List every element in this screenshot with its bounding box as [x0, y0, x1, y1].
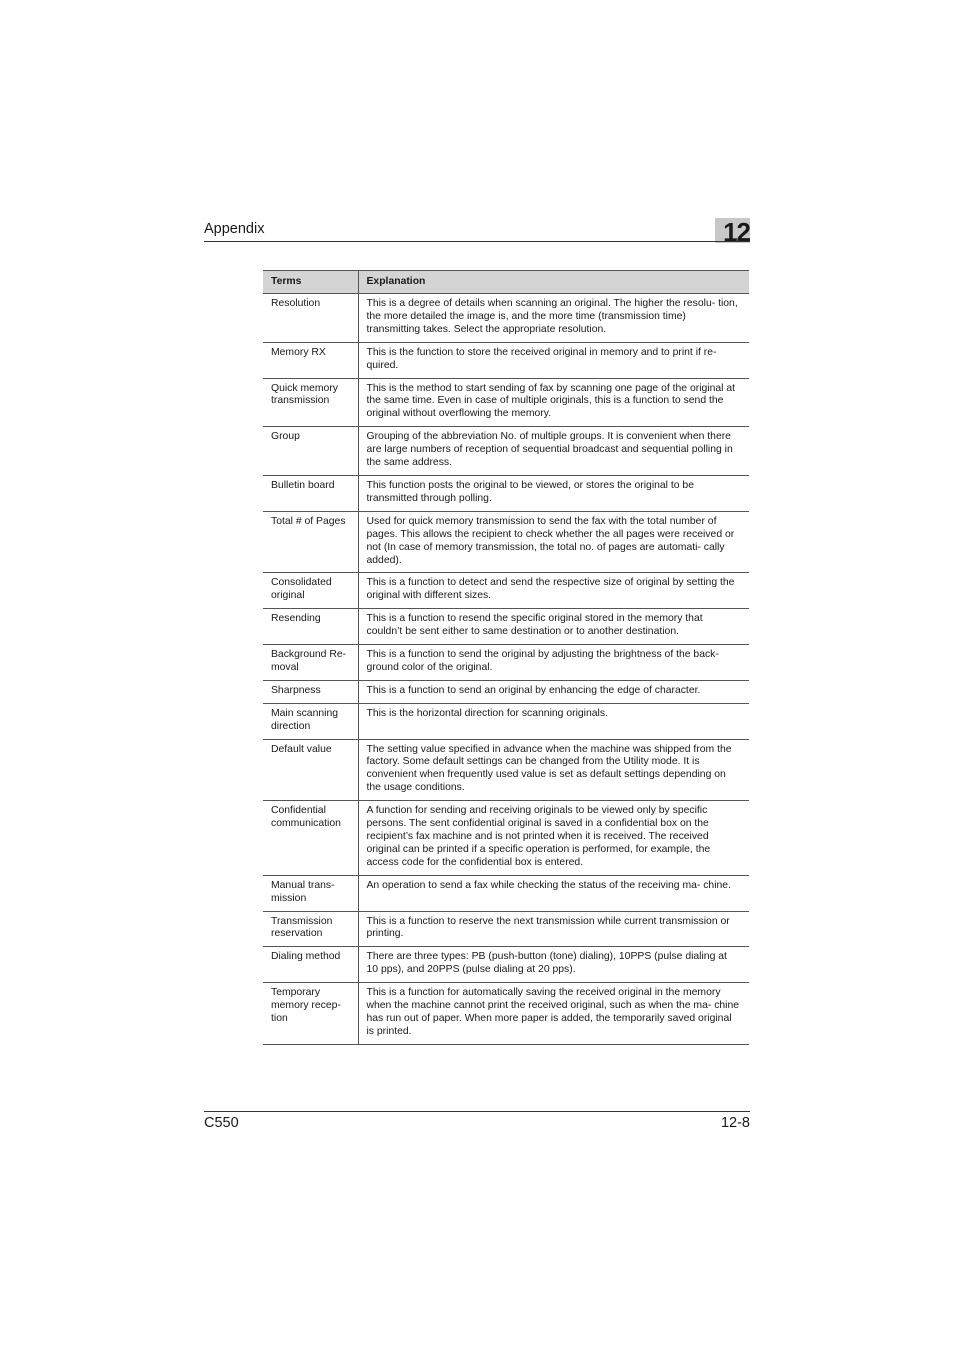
term-cell: Bulletin board: [263, 475, 358, 511]
term-cell: Confidential communication: [263, 801, 358, 876]
explanation-cell: Used for quick memory transmission to send the fax with the total number of pages. This allows the recipient to check whether the all pages were received or not (In case of memory transmission, the total no. of pages are automati- cally added).: [358, 511, 749, 573]
table-row: [263, 378, 749, 427]
footer-model: C550: [204, 1115, 239, 1131]
term-cell: Resolution: [263, 294, 358, 343]
table-row: [263, 294, 749, 343]
table-row: [263, 475, 749, 511]
term-cell: Consolidated original: [263, 573, 358, 609]
term-cell: Temporary memory recep- tion: [263, 983, 358, 1045]
explanation-cell: This is a function to resend the specific original stored in the memory that couldn’t be sent either to same destination or to another destination.: [358, 609, 749, 645]
table-row: [263, 739, 749, 801]
table-row: [263, 342, 749, 378]
explanation-cell: A function for sending and receiving originals to be viewed only by specific persons. The sent confidential original is saved in a confidential box on the recipient’s fax machine and is not printed when it is received. The received original can be printed if a specific operation is performed, for example, the access code for the confidential box is entered.: [358, 801, 749, 876]
column-header-explanation: Explanation: [358, 271, 749, 294]
column-header-terms: Terms: [263, 271, 358, 294]
term-cell: Main scanning direction: [263, 703, 358, 739]
explanation-cell: This is a degree of details when scanning an original. The higher the resolu- tion, the more detailed the image is, and the more time (transmission time) transmitting takes. Select the appropriate resolution.: [358, 294, 749, 343]
explanation-cell: This is a function to send an original by enhancing the edge of character.: [358, 680, 749, 703]
table-row: [263, 573, 749, 609]
explanation-cell: Grouping of the abbreviation No. of multiple groups. It is convenient when there are large numbers of reception of sequential broadcast and sequential polling in the same address.: [358, 427, 749, 476]
header-divider: [204, 241, 750, 242]
table-row: [263, 801, 749, 876]
explanation-cell: This is the method to start sending of fax by scanning one page of the original at the same time. Even in case of multiple originals, this is a function to send the original without overflowing the memory.: [358, 378, 749, 427]
explanation-cell: The setting value specified in advance when the machine was shipped from the factory. Some default settings can be changed from the Utility mode. It is convenient when frequently used value is set as default settings depending on the usage conditions.: [358, 739, 749, 801]
term-cell: Resending: [263, 609, 358, 645]
explanation-cell: This is a function for automatically saving the received original in the memory when the machine cannot print the received original, such as when the ma- chine has run out of paper. When more paper is added, the temporarily saved original is printed.: [358, 983, 749, 1045]
term-cell: Default value: [263, 739, 358, 801]
term-cell: Dialing method: [263, 947, 358, 983]
table-row: [263, 983, 749, 1045]
footer-divider: [204, 1111, 750, 1112]
section-title: Appendix: [204, 221, 265, 237]
table-row: [263, 911, 749, 947]
explanation-cell: This function posts the original to be viewed, or stores the original to be transmitted through polling.: [358, 475, 749, 511]
terms-table: [263, 270, 749, 1045]
term-cell: Background Re- moval: [263, 645, 358, 681]
table-row: [263, 511, 749, 573]
term-cell: Group: [263, 427, 358, 476]
term-cell: Total # of Pages: [263, 511, 358, 573]
table-row: [263, 875, 749, 911]
explanation-cell: There are three types: PB (push-button (tone) dialing), 10PPS (pulse dialing at 10 pps), and 20PPS (pulse dialing at 20 pps).: [358, 947, 749, 983]
explanation-cell: This is a function to send the original by adjusting the brightness of the back- ground color of the original.: [358, 645, 749, 681]
chapter-number-badge: [715, 217, 750, 247]
explanation-cell: This is a function to reserve the next transmission while current transmission or printing.: [358, 911, 749, 947]
table-row: [263, 645, 749, 681]
table-row: [263, 947, 749, 983]
table-row: [263, 609, 749, 645]
chapter-number: 12: [723, 217, 750, 247]
table-header-row: [263, 271, 749, 294]
footer-page-number: 12-8: [720, 1115, 750, 1131]
table-body: [263, 294, 749, 1045]
explanation-cell: This is the horizontal direction for scanning originals.: [358, 703, 749, 739]
explanation-cell: This is the function to store the received original in memory and to print if re- quired.: [358, 342, 749, 378]
term-cell: Memory RX: [263, 342, 358, 378]
term-cell: Transmission reservation: [263, 911, 358, 947]
explanation-cell: This is a function to detect and send the respective size of original by setting the original with different sizes.: [358, 573, 749, 609]
table-row: [263, 703, 749, 739]
term-cell: Manual trans- mission: [263, 875, 358, 911]
table-row: [263, 427, 749, 476]
term-cell: Sharpness: [263, 680, 358, 703]
explanation-cell: An operation to send a fax while checking the status of the receiving ma- chine.: [358, 875, 749, 911]
table-row: [263, 680, 749, 703]
term-cell: Quick memory transmission: [263, 378, 358, 427]
